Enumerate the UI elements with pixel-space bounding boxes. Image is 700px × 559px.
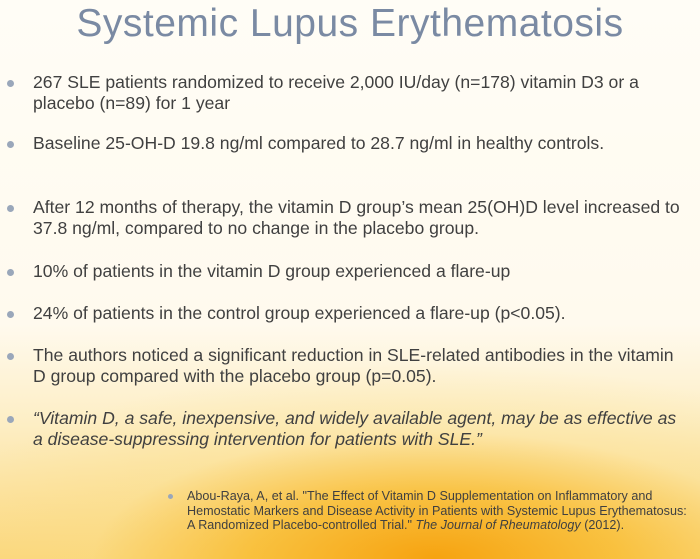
reference-year: (2012). — [584, 518, 625, 532]
reference-text: Abou-Raya, A, et al. "The Effect of Vitamin D Supplementation on Inflammatory and Hemostatic Markers and Disease Activity in Patients with Systemic Lupus Erythematosus: A Randomized Placebo-controlled Trial." — [187, 489, 687, 532]
bullet-dot-icon — [7, 311, 14, 318]
quote-bullet-item — [33, 408, 683, 450]
slide-title: Systemic Lupus Erythematosis — [76, 2, 624, 45]
bullet-item — [33, 261, 683, 282]
bullet-dot-icon — [7, 416, 14, 423]
bullet-dot-icon — [7, 353, 14, 360]
bullet-text: 267 SLE patients randomized to receive 2,000 IU/day (n=178) vitamin D3 or a placebo (n=89) for 1 year — [33, 72, 639, 113]
reference-citation — [187, 489, 687, 533]
bullet-text: The authors noticed a significant reduction in SLE-related antibodies in the vitamin D group compared with the placebo group (p=0.05). — [33, 345, 674, 386]
bullet-item — [33, 72, 683, 114]
bullet-text: After 12 months of therapy, the vitamin D group’s mean 25(OH)D level increased to 37.8 ng/ml, compared to no change in the placebo group. — [33, 197, 680, 238]
bullet-text: Baseline 25-OH-D 19.8 ng/ml compared to 28.7 ng/ml in healthy controls. — [33, 133, 605, 153]
bullet-dot-icon — [168, 494, 173, 499]
bullet-item — [33, 303, 683, 324]
bullet-dot-icon — [7, 80, 14, 87]
bullet-item — [33, 345, 683, 387]
bullet-text: 10% of patients in the vitamin D group experienced a flare-up — [33, 261, 511, 281]
reference-journal: The Journal of Rheumatology — [415, 518, 581, 532]
bullet-item — [33, 133, 683, 154]
bullet-dot-icon — [7, 269, 14, 276]
bullet-dot-icon — [7, 141, 14, 148]
bullet-item — [33, 197, 683, 239]
quote-text: “Vitamin D, a safe, inexpensive, and widely available agent, may be as effective as a disease-suppressing intervention for patients with SLE.” — [33, 408, 677, 449]
bullet-dot-icon — [7, 205, 14, 212]
bullet-text: 24% of patients in the control group experienced a flare-up (p<0.05). — [33, 303, 566, 323]
